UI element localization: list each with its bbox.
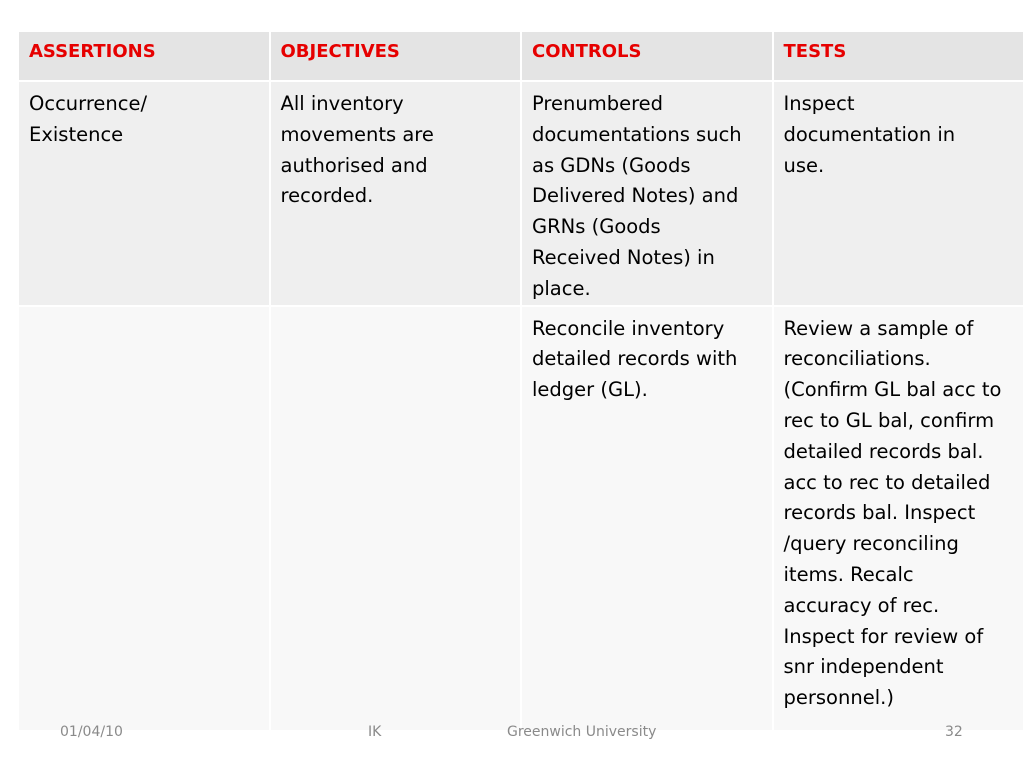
header-controls: CONTROLS — [521, 31, 773, 81]
objective-text: All inventory movements are authorised and recorded. — [280, 92, 434, 208]
table-row — [18, 81, 1024, 306]
control-text: Reconcile inventory detailed records with ledger (GL). — [532, 316, 738, 402]
table-row — [18, 306, 1024, 731]
audit-assertions-table — [17, 30, 1024, 732]
assertion-cell — [18, 81, 270, 306]
test-cell — [773, 81, 1024, 306]
footer-page-number: 32 — [945, 724, 963, 740]
footer-date: 01/04/10 — [60, 724, 123, 740]
test-text: Inspect documentation in use. — [783, 92, 956, 177]
footer-author: IK — [368, 724, 382, 740]
header-tests: TESTS — [773, 31, 1024, 81]
table-header-row — [18, 31, 1024, 81]
objective-cell — [270, 306, 522, 731]
assertion-text: Occurrence/ Existence — [29, 92, 148, 146]
footer-organization: Greenwich University — [507, 724, 657, 740]
objective-cell — [270, 81, 522, 306]
control-cell — [521, 81, 773, 306]
test-cell — [773, 306, 1024, 731]
assertion-cell — [18, 306, 270, 731]
header-objectives: OBJECTIVES — [270, 31, 522, 81]
control-text: Prenumbered documentations such as GDNs (Goods Delivered Notes) and GRNs (Goods Received Notes) in place. — [532, 92, 742, 300]
control-cell — [521, 306, 773, 731]
header-assertions: ASSERTIONS — [18, 31, 270, 81]
test-text: Review a sample of reconciliations. (Confirm GL bal acc to rec to GL bal, confirm detailed records bal. acc to rec to detailed records bal. Inspect /query reconciling items. Recalc accuracy of rec. Inspect for review of snr independent personnel.) — [783, 316, 1002, 710]
